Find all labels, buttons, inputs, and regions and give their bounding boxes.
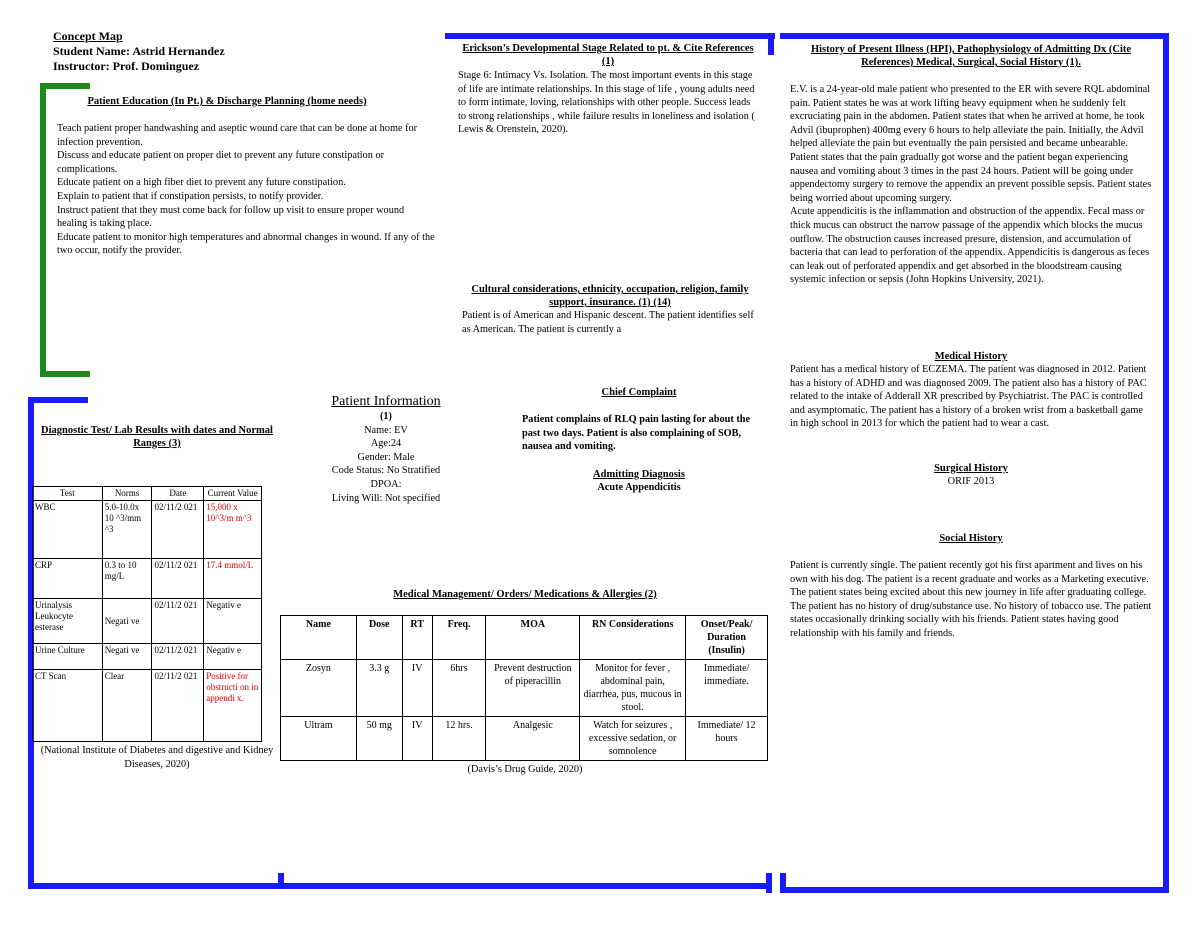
med-onset: Immediate/ immediate. [686, 660, 768, 717]
medications-title: Medical Management/ Orders/ Medications & Allergies (2) [393, 589, 657, 600]
surgical-history-title: Surgical History [934, 463, 1008, 474]
chief-complaint-title: Chief Complaint [601, 387, 677, 398]
med-rn: Watch for seizures , excessive sedation, or somnolence [580, 717, 686, 761]
lab-norms: Clear [102, 670, 152, 742]
lab-norms: Negati ve [102, 599, 152, 644]
patient-age: Age:24 [370, 438, 402, 450]
patient-education-title: Patient Education (In Pt.) & Discharge Planning (home needs) [87, 96, 367, 107]
med-header-onset: Onset/Peak/ Duration (Insulin) [686, 616, 768, 660]
lab-norms: 5.0-10.0x 10 ^3/mm ^3 [102, 501, 152, 559]
blue-frame-right-top [780, 33, 1169, 39]
education-item: Instruct patient that they must come back for follow up visit to ensure proper wound healing is taking place. [57, 204, 405, 230]
surgical-history-section [790, 462, 1152, 489]
medical-history-title: Medical History [934, 351, 1008, 362]
chief-complaint-section [522, 386, 756, 494]
med-header-moa: MOA [486, 616, 580, 660]
patient-living-will: Living Will: Not specified [331, 492, 441, 504]
education-item: Educate patient to monitor high temperatures and abnormal changes in wound. If any of the two occur, notify the provider. [57, 231, 435, 257]
social-history-title: Social History [939, 533, 1003, 544]
med-route: IV [402, 660, 432, 717]
lab-norms: Negati ve [102, 644, 152, 670]
patient-code-status: Code Status: No Stratified [331, 465, 441, 477]
med-header-dose: Dose [356, 616, 402, 660]
lab-header-date: Date [152, 487, 204, 501]
med-header-row [281, 616, 768, 660]
med-header-rn: RN Considerations [580, 616, 686, 660]
patient-information-ref: (1) [379, 411, 392, 422]
table-row [281, 717, 768, 761]
document-header [53, 29, 353, 74]
erikson-body: Stage 6: Intimacy Vs. Isolation. The most important events in this stage of life are intimate relationships. In this stage of life , young adults need to form intimate, loving, relationships with other people. Success leads to strong relationships , while failure results in loneliness and isolation ( Lewis & Orenstein, 2020). [458, 70, 755, 136]
table-row [281, 660, 768, 717]
erikson-title: Erickson’s Developmental Stage Related to pt. & Cite References (1) [462, 43, 754, 67]
patient-gender: Gender: Male [357, 451, 415, 463]
med-name: Zosyn [281, 660, 357, 717]
blue-frame-bottom-left [28, 883, 284, 889]
lab-test: WBC [33, 501, 103, 559]
patient-information-section [300, 393, 472, 505]
lab-test: Urinalysis Leukocyte esterase [33, 599, 103, 644]
med-dose: 3.3 g [356, 660, 402, 717]
med-route: IV [402, 717, 432, 761]
lab-results-title: Diagnostic Test/ Lab Results with dates and Normal Ranges (3) [41, 425, 273, 449]
table-row [33, 644, 262, 670]
table-row [33, 670, 262, 742]
med-rn: Monitor for fever , abdominal pain, diarrhea, pus, mucous in stool. [580, 660, 686, 717]
green-bracket-left [40, 83, 46, 377]
social-history-body: Patient is currently single. The patient recently got his first apartment and lives on his own with his dog. The patient is a recent graduate and works as a Marketing executive. The patient states being excited about this new journey in life after graduating college. The patient has no history of drug/substance use. No history of tobacco use. The patient states occasionally drinking socially with his friends. Patient states having good relationship with his family and friends. [790, 560, 1152, 639]
blue-frame-left-top [28, 397, 88, 403]
lab-header-value: Current Value [204, 487, 262, 501]
blue-frame-bottom-center [278, 883, 772, 889]
student-name: Student Name: Astrid Hernandez [53, 44, 225, 58]
patient-name: Name: EV [364, 424, 408, 436]
medications-citation: (Davis’s Drug Guide, 2020) [467, 764, 583, 775]
lab-date: 02/11/2 021 [152, 670, 204, 742]
medications-table [280, 615, 768, 761]
lab-test: CRP [33, 559, 103, 599]
education-item: Discuss and educate patient on proper diet to prevent any future constipation or complications. [57, 150, 385, 175]
social-history-section [790, 532, 1152, 641]
patient-education-list [57, 122, 435, 258]
cultural-section [462, 283, 758, 336]
lab-value: 15,000 x 10^3/m m^3 [204, 501, 262, 559]
blue-frame-right-side [1163, 33, 1169, 893]
lab-value: Positive for obstructi on in appendi x. [204, 670, 262, 742]
instructor-name: Instructor: Prof. Dominguez [53, 59, 200, 73]
lab-date: 02/11/2 021 [152, 501, 204, 559]
table-row [33, 599, 262, 644]
lab-header-row [33, 487, 262, 501]
lab-test: CT Scan [33, 670, 103, 742]
med-header-name: Name [281, 616, 357, 660]
education-item: Teach patient proper handwashing and aseptic wound care that can be done at home for infection prevention. [57, 123, 418, 148]
surgical-history-body: ORIF 2013 [947, 476, 995, 487]
med-onset: Immediate/ 12 hours [686, 717, 768, 761]
table-row [33, 559, 262, 599]
chief-complaint-body: Patient complains of RLQ pain lasting for about the past two days. Patient is also complaining of SOB, nausea and vomiting. [522, 414, 751, 453]
hpi-paragraph-1: E.V. is a 24-year-old male patient who presented to the ER with severe RQL abdominal pain. Patient states he was at work lifting heavy equipment when he suddenly felt excruciating pain in the abdomen. Patient states that when he arrived at home, he took Advil (ibuprophen) 400mg every 6 hours to help alleviate the pain. Initially, the Advil helped alleviate the pain but eventually the pain persisted and became unbearable. Patient states that the pain gradually got worse and the patient began experiencing nausea and vomiting about 3 times in the past 24 hours. Patient will be going under appendectomy surgery to remove the appendix an prevent possible sepsis. Patient states being worried about upcoming surgery. [790, 84, 1152, 204]
lab-citation: (National Institute of Diabetes and digestive and Kidney Diseases, 2020) [40, 745, 274, 770]
erikson-section [458, 42, 758, 137]
med-moa: Prevent destruction of piperacillin [486, 660, 580, 717]
cultural-body: Patient is of American and Hispanic descent. The patient identifies self as American. The patient is currently a [462, 310, 754, 335]
lab-norms: 0.3 to 10 mg/L [102, 559, 152, 599]
admitting-diagnosis-title: Admitting Diagnosis [593, 468, 685, 480]
cultural-title: Cultural considerations, ethnicity, occupation, religion, family support, insurance. (1) (14) [471, 284, 749, 308]
lab-value: 17.4 mmol/L [204, 559, 262, 599]
med-freq: 12 hrs. [432, 717, 486, 761]
hpi-paragraph-2: Acute appendicitis is the inflammation and obstruction of the appendix. Fecal mass or thick mucus can obstruct the narrow passage of the appendix which blocks the mucus outflow. The obstruction causes increased presure, distension, and accumulation of bacteria that can lead to perforation of the appendix. Appendicitis is dangerous as feces can leak out of perforated appendix and get absorbed in the bloodstream causing systemic infection or sepsis (John Hopkins University, 2021). [790, 206, 1150, 286]
hpi-section [790, 43, 1152, 287]
table-row [33, 501, 262, 559]
blue-frame-center-right [768, 33, 774, 55]
education-item: Explain to patient that if constipation persists, to notify provider. [57, 190, 324, 202]
lab-header-test: Test [33, 487, 103, 501]
page-title: Concept Map [53, 29, 123, 43]
lab-results-table [32, 486, 262, 742]
med-header-freq: Freq. [432, 616, 486, 660]
lab-value: Negativ e [204, 644, 262, 670]
patient-education-section [57, 95, 435, 258]
lab-results-section [32, 424, 282, 771]
lab-value: Negativ e [204, 599, 262, 644]
lab-date: 02/11/2 021 [152, 559, 204, 599]
education-item: Educate patient on a high fiber diet to prevent any future constipation. [57, 177, 346, 189]
medical-history-body: Patient has a medical history of ECZEMA. The patient was diagnosed in 2012. Patient has a history of ADHD and was diagnosed 2009. The patient also has a history of PAC related to the intake of Adderall XR prescribed by Psychiatrist. The PAC is controlled and asymptomatic. The patient has a history of a broken wrist from a basketball game in high school in 2013 for which the patient had to wear a cast. [790, 364, 1147, 430]
blue-frame-right-bottom [780, 887, 1169, 893]
blue-frame-center-top [445, 33, 775, 39]
patient-dpoa: DPOA: [370, 478, 402, 490]
med-dose: 50 mg [356, 717, 402, 761]
med-freq: 6hrs [432, 660, 486, 717]
med-name: Ultram [281, 717, 357, 761]
medical-history-section [790, 350, 1152, 431]
lab-date: 02/11/2 021 [152, 644, 204, 670]
medications-section [280, 588, 770, 777]
med-header-route: RT [402, 616, 432, 660]
med-moa: Analgesic [486, 717, 580, 761]
blue-frame-divider-right [780, 873, 786, 893]
lab-test: Urine Culture [33, 644, 103, 670]
blue-frame-step [278, 873, 284, 889]
green-bracket-bottom [40, 371, 90, 377]
green-bracket-top [40, 83, 90, 89]
hpi-title: History of Present Illness (HPI), Pathophysiology of Admitting Dx (Cite References) Medical, Surgical, Social History (1). [810, 44, 1132, 68]
lab-header-norms: Norms [102, 487, 152, 501]
admitting-diagnosis-body: Acute Appendicitis [597, 481, 681, 493]
lab-date: 02/11/2 021 [152, 599, 204, 644]
patient-information-title: Patient Information [331, 394, 441, 409]
